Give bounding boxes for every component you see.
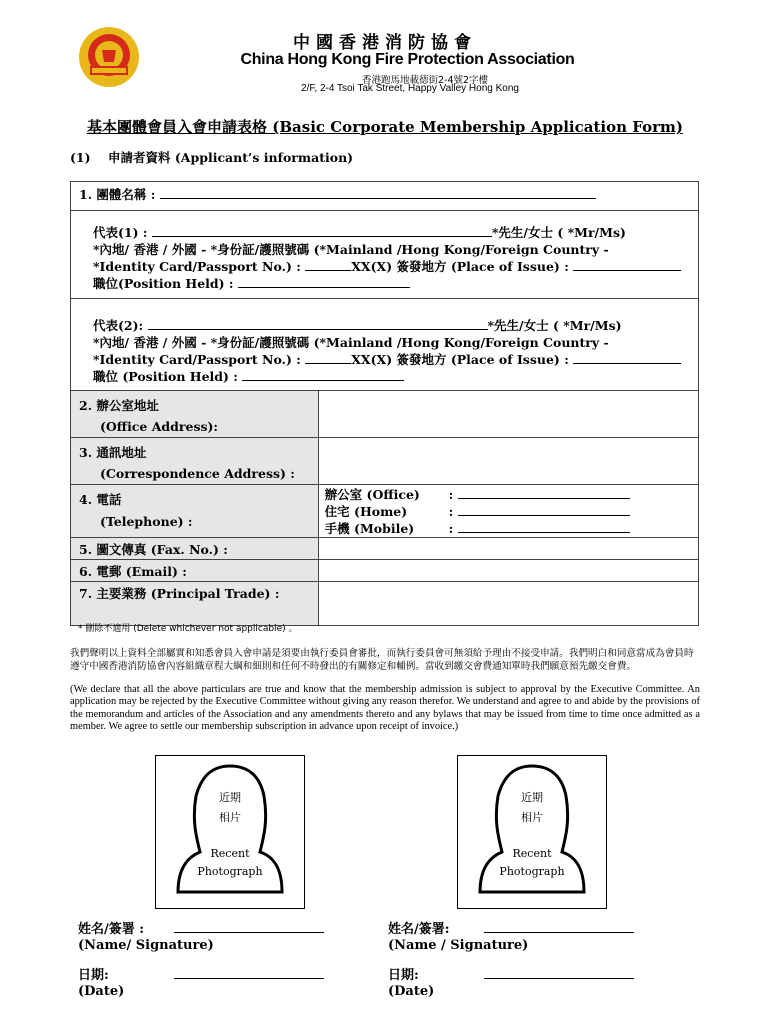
section-number: (1): [70, 150, 91, 165]
rep2-position-label: 職位 (Position Held) :: [93, 369, 238, 384]
declaration-chinese: 我們聲明以上資料全部屬實和知悉會員入會申請是須要由執行委員會審批，而執行委員會可無須給予理由不接受申請。我們明白和同意當成為會員時遵守中國香港消防協會內容組織章程大綱和細則和任何不時發出的有關修定和輔例。當收到繳交會費通知單時我們願意預先繳交會費。: [70, 648, 694, 672]
fax-label: 5. 圖文傳真 (Fax. No.) :: [79, 542, 228, 557]
rep2-id-label: *Identity Card/Passport No.) :: [93, 352, 301, 367]
correspondence-label-en: (Correspondence Address) :: [100, 466, 295, 481]
office-address-label-cell: [71, 391, 319, 438]
telephone-number: 4.: [79, 492, 93, 507]
rep2-name-field[interactable]: [148, 317, 488, 330]
association-name-english: China Hong Kong Fire Protection Association: [240, 51, 575, 68]
section-heading: [70, 148, 353, 166]
section-label: 申請者資料 (Applicant’s information): [108, 150, 354, 165]
email-label-cell: [71, 560, 319, 582]
photo-label-cn1: 近期: [219, 791, 241, 804]
address-english: 2/F, 2-4 Tsoi Tak Street, Happy Valley Hong Kong: [301, 83, 519, 94]
name-signature-label-en: (Name/ Signature): [78, 938, 214, 953]
telephone-label-cn: 電話: [96, 492, 122, 507]
date-label-cn: 日期:: [78, 968, 109, 983]
email-label: 6. 電郵 (Email) :: [79, 564, 187, 579]
photo-label-cn2: 相片: [521, 811, 543, 824]
office-address-field[interactable]: [318, 391, 698, 438]
telephone-office-label: 辦公室 (Office): [324, 487, 420, 502]
office-address-number: 2.: [79, 398, 93, 413]
rep1-position-label: 職位(Position Held) :: [93, 276, 234, 291]
photo-box-right[interactable]: [457, 755, 607, 909]
trade-label-cell: [71, 582, 319, 626]
silhouette-icon: [458, 756, 606, 908]
trade-field[interactable]: [318, 582, 698, 626]
rep1-id-label: *Identity Card/Passport No.) :: [93, 259, 301, 274]
rep1-name-field[interactable]: [152, 224, 492, 237]
rep2-position-field[interactable]: [242, 368, 404, 381]
photo-label-en1: Recent: [512, 847, 552, 860]
form-title: 基本團體會員入會申請表格 (Basic Corporate Membership Application Form): [87, 118, 683, 136]
rep2-issue-place-field[interactable]: [573, 351, 681, 364]
address-chinese: 香港跑馬地載德街2-4號2字樓: [361, 75, 489, 86]
date-label-cn: 日期:: [388, 968, 419, 983]
representative-1-row: [71, 211, 699, 299]
date-label-en: (Date): [78, 984, 125, 999]
name-signature-field-right[interactable]: [484, 920, 634, 933]
correspondence-label-cn: 通訊地址: [96, 445, 147, 460]
delete-note: * 刪除不適用 (Delete whichever not applicable) 。: [78, 624, 298, 634]
rep1-id-field[interactable]: [305, 258, 351, 271]
rep1-issue-place-label: XX(X) 簽發地方 (Place of Issue) :: [351, 259, 569, 274]
photo-label-en2: Photograph: [499, 865, 565, 878]
applicant-form-table: [70, 181, 699, 626]
correspondence-address-label-cell: [71, 438, 319, 485]
telephone-mobile-label: 手機 (Mobile): [324, 521, 415, 536]
date-label-en: (Date): [388, 984, 435, 999]
colon: :: [448, 521, 454, 536]
silhouette-icon: [156, 756, 304, 908]
representative-2-row: [71, 299, 699, 391]
colon: :: [448, 487, 454, 502]
rep1-position-field[interactable]: [238, 275, 410, 288]
colon: :: [448, 504, 454, 519]
rep2-id-field[interactable]: [305, 351, 351, 364]
telephone-mobile-field[interactable]: [458, 520, 630, 533]
rep1-issue-place-field[interactable]: [573, 258, 681, 271]
name-signature-label-cn: 姓名/簽署:: [388, 922, 450, 937]
rep2-title-options: *先生/女士 ( *Mr/Ms): [487, 318, 622, 333]
corporate-name-field[interactable]: [160, 186, 596, 199]
date-field-right[interactable]: [484, 966, 634, 979]
fax-label-cell: [71, 538, 319, 560]
name-signature-field-left[interactable]: [174, 920, 324, 933]
correspondence-number: 3.: [79, 445, 93, 460]
association-name-chinese: 中國香港消防協會: [293, 33, 477, 53]
rep2-label: 代表(2):: [93, 318, 144, 333]
trade-label: 7. 主要業務 (Principal Trade) :: [79, 586, 280, 601]
declaration-english: (We declare that all the above particulars are true and know that the membership admission is subject to approval by the Executive Committee. An application may be rejected by the Executive Committee without giving any reason therefor. We understand and agree to and abide by the provisions of the memorandum and articles of the Association and any amendments thereto and any bylaws that may be issued from time to time once admitted as a member. We agree to settle our membership subscription in advance upon receipt of invoice.): [70, 684, 700, 732]
photo-label-en2: Photograph: [197, 865, 263, 878]
photo-label-en1: Recent: [210, 847, 250, 860]
corporate-name-label: 1. 團體名稱 :: [79, 187, 156, 202]
date-field-left[interactable]: [174, 966, 324, 979]
rep1-title-options: *先生/女士 ( *Mr/Ms): [491, 225, 626, 240]
telephone-home-field[interactable]: [458, 503, 630, 516]
telephone-fields-cell: [318, 485, 698, 538]
signature-block-right: [388, 920, 634, 1000]
office-address-label-en: (Office Address):: [100, 419, 219, 434]
rep1-id-line1: *內地/ 香港 / 外國 - *身份証/護照號碼 (*Mainland /Hong Kong/Foreign Country -: [93, 242, 609, 257]
telephone-home-label: 住宅 (Home): [324, 504, 408, 519]
fax-field[interactable]: [318, 538, 698, 560]
photo-box-left[interactable]: [155, 755, 305, 909]
signature-block-left: [78, 920, 324, 1000]
photo-label-cn1: 近期: [521, 791, 543, 804]
photo-label-cn2: 相片: [219, 811, 241, 824]
rep2-issue-place-label: XX(X) 簽發地方 (Place of Issue) :: [351, 352, 569, 367]
name-signature-label-en: (Name / Signature): [388, 938, 529, 953]
office-address-label-cn: 辦公室地址: [96, 398, 159, 413]
telephone-label-en: (Telephone) :: [100, 514, 193, 529]
correspondence-address-field[interactable]: [318, 438, 698, 485]
telephone-office-field[interactable]: [458, 486, 630, 499]
telephone-label-cell: [71, 485, 319, 538]
name-signature-label-cn: 姓名/簽署 :: [78, 922, 145, 937]
rep2-id-line1: *內地/ 香港 / 外國 - *身份証/護照號碼 (*Mainland /Hong Kong/Foreign Country -: [93, 335, 609, 350]
corporate-name-row: [71, 182, 699, 211]
email-field[interactable]: [318, 560, 698, 582]
rep1-label: 代表(1) :: [93, 225, 148, 240]
